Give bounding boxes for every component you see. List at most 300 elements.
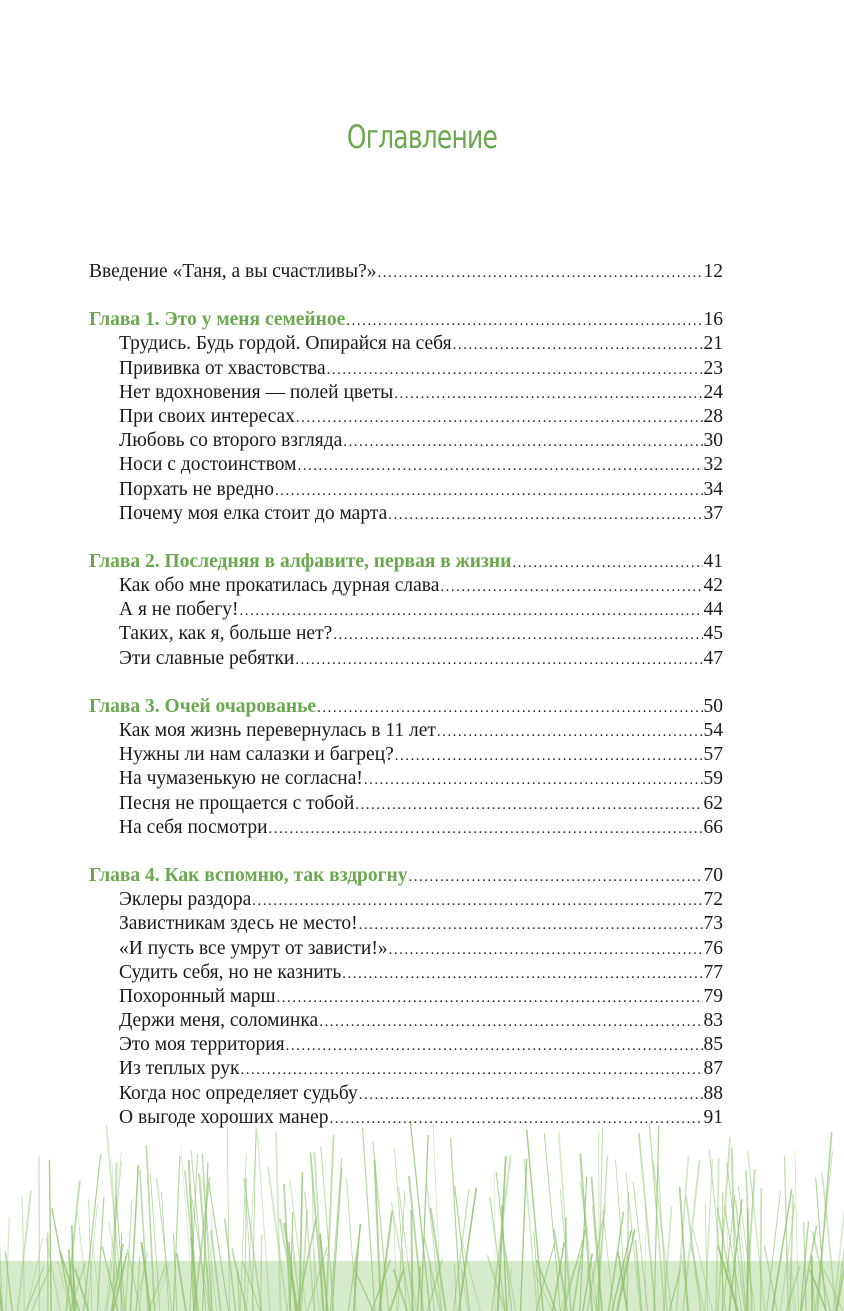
grass-blade (670, 1269, 681, 1311)
toc-section-entry[interactable] (89, 357, 723, 381)
grass-blade (211, 1230, 221, 1311)
toc-entry-page: 44 (703, 599, 723, 621)
grass-blade (332, 1168, 342, 1311)
grass-blade (780, 1204, 795, 1311)
grass-blade (691, 1244, 704, 1311)
toc-entry-label: Как обо мне прокатилась дурная слава (119, 575, 440, 597)
toc-section-entry[interactable] (89, 792, 723, 816)
toc-entry-label: При своих интересах (119, 405, 295, 427)
grass-blade (492, 1155, 511, 1311)
grass-blade (765, 1246, 778, 1311)
grass-blade (191, 1237, 194, 1311)
grass-blade (587, 1269, 597, 1311)
grass-blade (598, 1127, 602, 1311)
grass-blade (693, 1229, 712, 1311)
toc-section-entry[interactable] (89, 502, 723, 526)
grass-blade (84, 1154, 101, 1311)
toc-chapter-group (89, 550, 723, 671)
toc-entry-page: 54 (703, 720, 723, 741)
dot-leader (240, 599, 703, 623)
grass-blade (150, 1174, 160, 1311)
grass-blade (102, 1247, 117, 1311)
grass-blade (496, 1172, 512, 1311)
grass-blade (190, 1189, 197, 1311)
toc-section-entry[interactable] (89, 888, 723, 912)
dot-leader (409, 865, 703, 889)
grass-blade (836, 1203, 844, 1311)
toc-entry-page: 85 (703, 1034, 723, 1056)
grass-blade (801, 1222, 809, 1311)
grass-blade (554, 1229, 567, 1311)
dot-leader (319, 1010, 702, 1034)
grass-blade (308, 1247, 328, 1311)
grass-blade (677, 1157, 689, 1311)
dot-leader (394, 382, 702, 406)
grass-blade (245, 1178, 247, 1311)
grass-blade (32, 1266, 51, 1311)
grass-blade (617, 1255, 628, 1311)
toc-entry-label: Держи меня, соломинка (119, 1010, 319, 1032)
grass-blade (544, 1133, 560, 1311)
grass-blade (189, 1160, 197, 1311)
grass-blade (391, 1202, 411, 1311)
toc-entry-label: Носи с достоинством (119, 454, 297, 476)
toc-entry-label: Как моя жизнь перевернулась в 11 лет (119, 720, 436, 741)
grass-blade (192, 1199, 209, 1311)
grass-blade (626, 1173, 641, 1311)
dot-leader (377, 261, 702, 285)
grass-blade (284, 1184, 290, 1311)
grass-blade (424, 1238, 440, 1311)
toc-entry-page: 23 (703, 357, 723, 379)
grass-blade (816, 1178, 826, 1311)
grass-blade (320, 1234, 328, 1311)
grass-blade (801, 1226, 816, 1311)
grass-blade (451, 1138, 461, 1311)
grass-blade (185, 1170, 199, 1311)
grass-blade (785, 1157, 789, 1311)
toc-section-entry[interactable] (89, 937, 723, 961)
toc-entry-label: О выгоде хороших манер (119, 1106, 329, 1128)
toc-section-entry[interactable] (89, 429, 723, 453)
grass-blade (761, 1188, 762, 1311)
toc-entry-page: 76 (703, 937, 723, 959)
grass-blade (247, 1129, 257, 1311)
grass-blade (553, 1242, 565, 1311)
grass-blade (121, 1235, 122, 1311)
grass-blade (748, 1151, 765, 1311)
dot-leader (252, 889, 702, 913)
grass-blade (354, 1224, 360, 1311)
grass-blade (790, 1194, 794, 1311)
grass-blade (795, 1151, 799, 1311)
toc-entry-label: Это моя территория (119, 1034, 285, 1056)
toc-entry-page: 70 (703, 864, 723, 886)
grass-blade (395, 1149, 407, 1311)
grass-blade (618, 1230, 635, 1311)
grass-blade (149, 1264, 167, 1311)
toc-section-entry[interactable] (89, 1106, 723, 1130)
grass-blade (409, 1176, 423, 1311)
grass-blade (718, 1138, 730, 1311)
dot-leader (453, 333, 703, 357)
toc-section-entry[interactable] (89, 453, 723, 477)
dot-leader (286, 1034, 703, 1058)
grass-blade (427, 1259, 442, 1311)
dot-leader (295, 648, 702, 672)
grass-blade (139, 1271, 144, 1311)
toc-entry-page: 21 (703, 333, 723, 355)
grass-blade (6, 1217, 9, 1311)
toc-section-entry[interactable] (89, 719, 723, 743)
grass-blade (0, 1199, 3, 1311)
grass-blade (786, 1266, 799, 1311)
grass-blade (636, 1240, 642, 1311)
toc-section-entry[interactable] (89, 1009, 723, 1033)
grass-blade (136, 1257, 140, 1311)
grass-blade (0, 1224, 2, 1311)
grass-blade (140, 1170, 148, 1311)
toc-section-entry[interactable] (89, 961, 723, 985)
grass-blade (527, 1130, 543, 1311)
grass-blade (664, 1207, 672, 1311)
grass-blade (202, 1154, 212, 1311)
grass-blade (52, 1208, 72, 1311)
grass-blade (459, 1188, 476, 1311)
grass-blade (726, 1206, 731, 1311)
toc-section-entry[interactable] (89, 912, 723, 936)
grass-blade (616, 1160, 627, 1311)
grass-blade (246, 1198, 254, 1311)
dot-leader (355, 793, 702, 817)
grass-blade (727, 1163, 745, 1311)
grass-blade (598, 1155, 608, 1311)
toc-entry-page: 59 (703, 768, 723, 790)
grass-blade (379, 1211, 392, 1311)
grass-blade (105, 1269, 117, 1311)
dot-leader (329, 1107, 702, 1131)
grass-blade (507, 1267, 511, 1311)
grass-blade (490, 1197, 505, 1311)
grass-blade (398, 1191, 405, 1311)
grass-blade (408, 1263, 417, 1311)
grass-blade (252, 1129, 256, 1311)
grass-blade (290, 1212, 293, 1311)
grass-base (0, 1261, 844, 1311)
grass-blade (240, 1154, 246, 1311)
grass-blade (502, 1205, 507, 1311)
grass-blade (227, 1127, 229, 1311)
toc-entry-label: «И пусть все умрут от зависти!» (119, 937, 388, 959)
grass-blade (297, 1219, 316, 1311)
grass-blade (534, 1231, 540, 1311)
toc-entry-label: Завистникам здесь не место! (119, 913, 358, 935)
grass-blade (498, 1219, 503, 1311)
grass-blade (565, 1218, 566, 1311)
grass-blade (716, 1158, 719, 1311)
toc-entry-page: 83 (703, 1010, 723, 1032)
toc-section-entry[interactable] (89, 647, 723, 671)
toc-entry-label: Трудись. Будь гордой. Опирайся на себя (119, 333, 452, 355)
dot-leader (359, 1083, 703, 1107)
grass-blade (736, 1200, 747, 1311)
grass-blade (767, 1191, 781, 1311)
grass-blade (347, 1178, 357, 1311)
toc-chapter-group (89, 308, 723, 526)
grass-blade (813, 1231, 831, 1311)
toc-chapter-group (89, 864, 723, 1130)
dot-leader (342, 962, 702, 986)
grass-blade (804, 1222, 807, 1311)
toc-section-entry[interactable] (89, 574, 723, 598)
grass-blade (199, 1174, 210, 1311)
toc-entry-label: Судить себя, но не казнить (119, 961, 342, 983)
grass-blade (194, 1177, 210, 1311)
grass-blade (202, 1178, 216, 1311)
grass-blade (427, 1184, 442, 1311)
grass-blade (87, 1203, 97, 1311)
grass-blade (810, 1270, 826, 1311)
toc-entry-page: 34 (703, 478, 723, 500)
grass-blade (592, 1206, 602, 1311)
grass-blade (244, 1179, 262, 1311)
grass-blade (181, 1146, 194, 1311)
dot-leader (512, 551, 702, 575)
grass-blade (373, 1141, 389, 1311)
grass-blade (521, 1159, 527, 1311)
grass-blade (498, 1156, 506, 1311)
grass-blade (599, 1132, 600, 1311)
grass-blade (73, 1264, 77, 1311)
grass-blade (824, 1269, 843, 1311)
toc-chapter-entry[interactable] (89, 550, 723, 574)
grass-blade (573, 1230, 585, 1311)
toc-section-entry[interactable] (89, 767, 723, 791)
grass-blade (93, 1243, 101, 1311)
grass-blade (524, 1159, 537, 1311)
grass-blade (292, 1237, 300, 1311)
toc-entry-page: 87 (703, 1058, 723, 1080)
grass-blade (203, 1163, 208, 1311)
grass-blade (592, 1177, 603, 1311)
grass-blade (75, 1269, 88, 1311)
grass-blade (321, 1147, 334, 1311)
toc-entry-label: На чумазенькую не согласна! (119, 768, 363, 790)
grass-blade (5, 1252, 12, 1311)
toc-section-entry[interactable] (89, 478, 723, 502)
toc-section-entry[interactable] (89, 1082, 723, 1106)
toc-entry-page: 50 (703, 695, 723, 717)
grass-blade (732, 1148, 737, 1311)
dot-leader (395, 744, 703, 768)
grass-blade (487, 1255, 505, 1311)
grass-blade (18, 1190, 31, 1311)
toc-entry-label: Глава 1. Это у меня семейное (89, 309, 346, 331)
toc-section-entry[interactable] (89, 816, 723, 840)
grass-blade (66, 1181, 80, 1311)
grass-blade (837, 1207, 844, 1311)
toc-entry-label: Похоронный марш (119, 985, 276, 1007)
grass-blade (453, 1189, 469, 1311)
toc-entry-label: Таких, как я, больше нет? (119, 623, 333, 645)
dot-leader (359, 913, 703, 937)
grass-blade (812, 1255, 813, 1311)
grass-blade (455, 1186, 470, 1311)
grass-blade (305, 1192, 314, 1311)
toc-entry-page: 57 (703, 744, 723, 766)
grass-blade (238, 1271, 240, 1311)
grass-blade (633, 1182, 648, 1311)
grass-blade (26, 1267, 44, 1311)
grass-blade (506, 1253, 516, 1311)
grass-blade (232, 1253, 247, 1311)
grass-blade (705, 1203, 707, 1311)
grass-blade (321, 1257, 322, 1311)
toc-intro-entry[interactable] (89, 260, 723, 284)
dot-leader (364, 768, 703, 792)
grass-blade (639, 1133, 656, 1311)
dot-leader (297, 454, 702, 478)
grass-blade (394, 1270, 407, 1311)
toc-entry-label: Почему моя елка стоит до марта (119, 502, 388, 524)
grass-blade (580, 1154, 592, 1311)
toc-entry-label: А я не побегу! (119, 599, 239, 621)
toc-entry-page: 12 (703, 261, 723, 282)
toc-entry-page: 77 (703, 961, 723, 983)
grass-blade (455, 1263, 457, 1311)
grass-blade (22, 1197, 24, 1311)
dot-leader (327, 358, 703, 382)
toc-entry-page: 37 (703, 502, 723, 524)
toc-entry-page: 24 (703, 381, 723, 403)
grass-blade (561, 1255, 580, 1311)
grass-blade (154, 1263, 169, 1311)
toc-section-entry[interactable] (89, 381, 723, 405)
grass-blade (107, 1162, 121, 1311)
dot-leader (440, 575, 702, 599)
dot-leader (389, 938, 703, 962)
grass-blade (596, 1204, 605, 1311)
grass-blade (209, 1182, 229, 1311)
grass-blade (146, 1145, 154, 1311)
toc-section-entry[interactable] (89, 598, 723, 622)
grass-blade (724, 1207, 741, 1311)
dot-leader (277, 986, 703, 1010)
grass-blade (658, 1165, 667, 1311)
toc-entry-page: 91 (703, 1106, 723, 1128)
toc-section-entry[interactable] (89, 1033, 723, 1057)
table-of-contents (89, 260, 723, 1154)
toc-entry-label: Песня не прощается с тобой (119, 792, 355, 814)
grass-blade (812, 1270, 815, 1311)
grass-blade (69, 1250, 74, 1311)
grass-blade (268, 1167, 287, 1311)
grass-blade (564, 1240, 583, 1311)
toc-chapter-entry[interactable] (89, 864, 723, 888)
grass-blade (284, 1223, 298, 1311)
dot-leader (317, 696, 702, 720)
toc-section-entry[interactable] (89, 743, 723, 767)
grass-blade (72, 1225, 75, 1311)
grass-blade (225, 1219, 236, 1311)
toc-entry-label: Нет вдохновения — полей цветы (119, 381, 394, 403)
grass-blade (746, 1169, 755, 1311)
grass-blade (722, 1192, 723, 1311)
toc-entry-label: Эклеры раздора (119, 889, 252, 911)
chapters-list (89, 308, 723, 1130)
grass-blade (772, 1189, 792, 1311)
grass-blade (301, 1210, 307, 1311)
grass-blade (461, 1267, 468, 1311)
grass-blade (77, 1210, 88, 1311)
toc-entry-page: 30 (703, 430, 723, 452)
toc-section-entry[interactable] (89, 985, 723, 1009)
toc-entry-label: Глава 3. Очей очарованье (89, 695, 317, 717)
grass-blade (174, 1234, 177, 1311)
toc-section-entry[interactable] (89, 405, 723, 429)
grass-blade (815, 1151, 832, 1311)
toc-chapter-group (89, 695, 723, 840)
grass-blade (276, 1132, 281, 1311)
toc-section-entry[interactable] (89, 622, 723, 646)
grass-blade (232, 1248, 246, 1311)
toc-entry-label: Глава 4. Как вспомню, так вздрогну (89, 864, 408, 886)
grass-blade (57, 1261, 70, 1311)
grass-blade (618, 1251, 627, 1311)
grass-blade (280, 1219, 297, 1311)
grass-blade (683, 1160, 700, 1311)
grass-blade (97, 1198, 104, 1311)
toc-entry-page: 28 (703, 405, 723, 427)
grass-blade (411, 1210, 412, 1311)
grass-blade (27, 1238, 44, 1311)
dot-leader (275, 479, 703, 503)
grass-blade (354, 1254, 357, 1311)
toc-section-entry[interactable] (89, 332, 723, 356)
grass-blade (162, 1192, 169, 1311)
page-title: Оглавление (346, 118, 498, 156)
grass-blade (310, 1152, 323, 1311)
grass-blade (142, 1242, 151, 1311)
toc-entry-page: 16 (703, 309, 723, 331)
toc-entry-page: 62 (703, 792, 723, 814)
grass-blade (560, 1190, 571, 1311)
grass-blade (421, 1135, 428, 1311)
grass-blade (822, 1172, 836, 1311)
grass-blade (177, 1253, 186, 1311)
grass-blade (390, 1268, 404, 1311)
toc-entry-label: Введение «Таня, а вы счастливы?» (89, 261, 377, 282)
grass-blade (190, 1154, 198, 1311)
toc-chapter-entry[interactable] (89, 308, 723, 332)
grass-blade (431, 1208, 446, 1311)
grass-blade (729, 1199, 742, 1311)
grass-blade (70, 1262, 85, 1311)
toc-chapter-entry[interactable] (89, 695, 723, 719)
grass-blade (113, 1162, 117, 1311)
grass-blade (430, 1266, 435, 1311)
grass-blade (49, 1160, 51, 1311)
grass-blade (157, 1178, 172, 1311)
toc-section-entry[interactable] (89, 1057, 723, 1081)
grass-blade (314, 1152, 323, 1311)
toc-entry-page: 73 (703, 913, 723, 935)
grass-blade (258, 1134, 270, 1311)
grass-blade (773, 1253, 782, 1311)
toc-entry-page: 32 (703, 454, 723, 476)
grass-blade (326, 1135, 334, 1311)
grass-blade (348, 1224, 361, 1311)
